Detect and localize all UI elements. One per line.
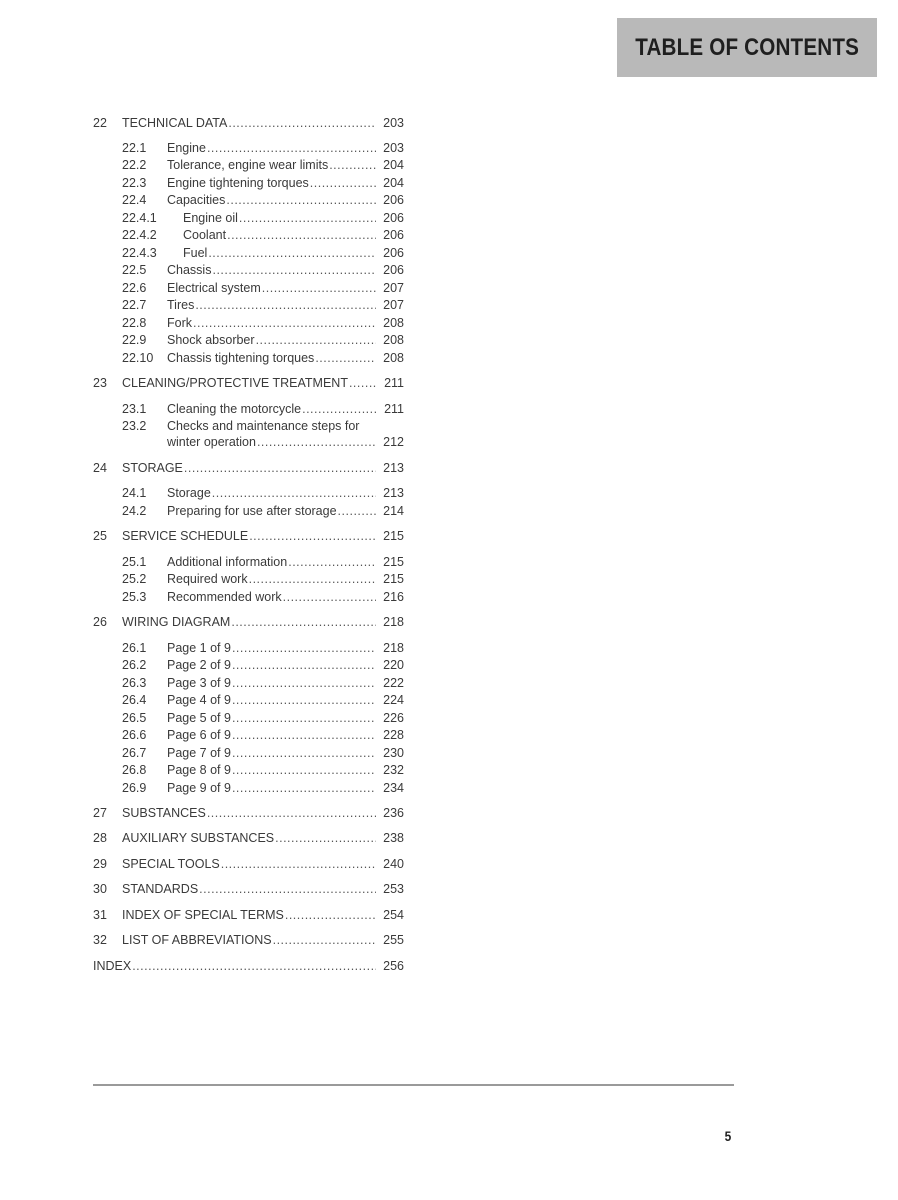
dot-leader xyxy=(232,780,376,797)
section-number: 26.5 xyxy=(122,711,147,725)
dot-leader xyxy=(212,262,376,279)
page-ref: 232 xyxy=(383,763,404,777)
section-title: Page 2 of 9 xyxy=(167,658,231,672)
page-ref: 207 xyxy=(383,298,404,312)
chapter-title: STORAGE xyxy=(122,461,183,475)
page-ref: 206 xyxy=(383,228,404,242)
toc-section[interactable] xyxy=(122,657,404,674)
toc-section[interactable] xyxy=(122,280,404,297)
chapter-number: 29 xyxy=(93,857,107,871)
section-number: 24.1 xyxy=(122,486,147,500)
toc-chapter[interactable] xyxy=(93,115,404,132)
section-title: Page 3 of 9 xyxy=(167,676,231,690)
section-title: Tolerance, engine wear limits xyxy=(167,158,329,172)
section-title: Page 7 of 9 xyxy=(167,746,231,760)
chapter-number: 31 xyxy=(93,908,107,922)
dot-leader xyxy=(288,554,376,571)
toc-chapter[interactable] xyxy=(93,460,404,477)
dot-leader xyxy=(199,881,376,898)
chapter-number: 22 xyxy=(93,116,107,130)
dot-leader xyxy=(315,350,376,367)
dot-leader xyxy=(231,614,376,631)
dot-leader xyxy=(285,907,376,924)
dot-leader xyxy=(262,280,376,297)
page-ref: 214 xyxy=(383,504,404,518)
chapter-title: TECHNICAL DATA xyxy=(122,116,228,130)
page-ref: 211 xyxy=(384,402,404,416)
section-title: Engine xyxy=(167,141,206,155)
chapter-number: 25 xyxy=(93,529,107,543)
page-ref: 213 xyxy=(383,486,404,500)
dot-leader xyxy=(207,805,376,822)
section-number: 26.2 xyxy=(122,658,147,672)
section-title: Recommended work xyxy=(167,590,282,604)
page-ref: 255 xyxy=(383,933,404,947)
page-ref: 236 xyxy=(383,806,404,820)
page-ref: 220 xyxy=(383,658,404,672)
section-title: Cleaning the motorcycle xyxy=(167,402,302,416)
toc-section[interactable] xyxy=(122,140,404,157)
section-title: Chassis xyxy=(167,263,212,277)
page-ref: 224 xyxy=(383,693,404,707)
dot-leader xyxy=(232,762,376,779)
footer-divider xyxy=(93,1084,734,1086)
subsection-title: Coolant xyxy=(183,228,227,242)
section-number: 23.1 xyxy=(122,402,147,416)
section-number: 25.3 xyxy=(122,590,147,604)
chapter-number: 30 xyxy=(93,882,107,896)
page-ref: 203 xyxy=(383,141,404,155)
page-ref: 222 xyxy=(383,676,404,690)
toc-section[interactable] xyxy=(122,157,404,174)
toc-chapter[interactable] xyxy=(93,528,404,545)
toc-section[interactable] xyxy=(122,554,404,571)
section-title: Page 9 of 9 xyxy=(167,781,231,795)
section-number: 25.1 xyxy=(122,555,147,569)
dot-leader xyxy=(232,727,376,744)
toc-section[interactable] xyxy=(122,350,404,367)
dot-leader xyxy=(232,745,376,762)
page-ref: 206 xyxy=(383,263,404,277)
page-ref: 208 xyxy=(383,351,404,365)
toc-section[interactable] xyxy=(122,418,404,435)
section-number: 25.2 xyxy=(122,572,147,586)
dot-leader xyxy=(226,192,376,209)
dot-leader xyxy=(193,315,376,332)
section-title: Shock absorber xyxy=(167,333,255,347)
toc-section[interactable] xyxy=(122,485,404,502)
page-ref: 234 xyxy=(383,781,404,795)
toc-subsection[interactable] xyxy=(122,227,404,244)
section-number: 22.10 xyxy=(122,351,154,365)
subsection-title: Fuel xyxy=(183,246,208,260)
toc-section[interactable] xyxy=(122,710,404,727)
section-title: Checks and maintenance steps for xyxy=(167,419,360,433)
chapter-title: AUXILIARY SUBSTANCES xyxy=(122,831,275,845)
section-number: 22.5 xyxy=(122,263,147,277)
section-number: 22.1 xyxy=(122,141,147,155)
dot-leader xyxy=(184,460,376,477)
page-ref: 230 xyxy=(383,746,404,760)
section-title: Engine tightening torques xyxy=(167,176,309,190)
section-title: Page 8 of 9 xyxy=(167,763,231,777)
chapter-number: 32 xyxy=(93,933,107,947)
section-number: 26.7 xyxy=(122,746,147,760)
section-title: Chassis tightening torques xyxy=(167,351,315,365)
dot-leader xyxy=(132,958,376,975)
page-ref: 208 xyxy=(383,333,404,347)
dot-leader xyxy=(249,571,376,588)
page-ref: 215 xyxy=(383,555,404,569)
section-title: Tires xyxy=(167,298,195,312)
toc-section[interactable] xyxy=(122,315,404,332)
dot-leader xyxy=(212,485,376,502)
toc-chapter[interactable] xyxy=(93,881,404,898)
dot-leader xyxy=(257,434,376,451)
page-ref: 215 xyxy=(383,529,404,543)
section-number: 23.2 xyxy=(122,419,147,433)
page-ref: 253 xyxy=(383,882,404,896)
page-ref: 226 xyxy=(383,711,404,725)
page-ref: 207 xyxy=(383,281,404,295)
chapter-title: STANDARDS xyxy=(122,882,199,896)
dot-leader xyxy=(275,830,376,847)
dot-leader xyxy=(195,297,376,314)
page-ref: 256 xyxy=(383,959,404,973)
page-ref: 215 xyxy=(383,572,404,586)
index-title: INDEX xyxy=(93,959,132,973)
section-number: 22.2 xyxy=(122,158,147,172)
page-ref: 238 xyxy=(383,831,404,845)
page-ref: 240 xyxy=(383,857,404,871)
toc-chapter[interactable] xyxy=(93,614,404,631)
section-title: Preparing for use after storage xyxy=(167,504,337,518)
chapter-title: SUBSTANCES xyxy=(122,806,206,820)
page-ref: 254 xyxy=(383,908,404,922)
dot-leader xyxy=(232,675,376,692)
dot-leader xyxy=(228,115,376,132)
toc-section[interactable] xyxy=(122,589,404,606)
toc-chapter[interactable] xyxy=(93,907,404,924)
subsection-title: Engine oil xyxy=(183,211,238,225)
chapter-number: 27 xyxy=(93,806,107,820)
toc-section[interactable] xyxy=(122,192,404,209)
page-ref: 213 xyxy=(383,461,404,475)
section-number: 22.8 xyxy=(122,316,147,330)
toc-section[interactable] xyxy=(122,727,404,744)
toc-chapter[interactable] xyxy=(93,805,404,822)
page-ref: 203 xyxy=(383,116,404,130)
toc-section[interactable] xyxy=(122,401,404,418)
section-title: Page 4 of 9 xyxy=(167,693,231,707)
chapter-number: 23 xyxy=(93,376,107,390)
section-number: 26.3 xyxy=(122,676,147,690)
section-title: Page 6 of 9 xyxy=(167,728,231,742)
toc-subsection[interactable] xyxy=(122,245,404,262)
dot-leader xyxy=(273,932,376,949)
page-ref: 216 xyxy=(383,590,404,604)
toc-section[interactable] xyxy=(122,640,404,657)
chapter-title: INDEX OF SPECIAL TERMS xyxy=(122,908,284,922)
page-ref: 204 xyxy=(383,158,404,172)
section-number: 26.4 xyxy=(122,693,147,707)
section-title: Storage xyxy=(167,486,211,500)
section-title-line2: winter operation xyxy=(167,435,256,449)
toc-section-continuation[interactable] xyxy=(167,434,404,451)
dot-leader xyxy=(349,375,376,392)
section-number: 22.9 xyxy=(122,333,147,347)
section-title: Required work xyxy=(167,572,248,586)
section-number: 26.8 xyxy=(122,763,147,777)
section-title: Page 5 of 9 xyxy=(167,711,231,725)
dot-leader xyxy=(310,175,376,192)
dot-leader xyxy=(232,710,376,727)
toc-section[interactable] xyxy=(122,175,404,192)
toc-section[interactable] xyxy=(122,571,404,588)
dot-leader xyxy=(283,589,376,606)
section-title: Fork xyxy=(167,316,192,330)
toc-section[interactable] xyxy=(122,332,404,349)
chapter-title: CLEANING/PROTECTIVE TREATMENT xyxy=(122,376,348,390)
chapter-title: WIRING DIAGRAM xyxy=(122,615,231,629)
page-ref: 206 xyxy=(383,211,404,225)
chapter-title: SPECIAL TOOLS xyxy=(122,857,220,871)
dot-leader xyxy=(239,210,376,227)
chapter-number: 26 xyxy=(93,615,107,629)
toc-section[interactable] xyxy=(122,780,404,797)
dot-leader xyxy=(338,503,376,520)
section-number: 22.3 xyxy=(122,176,147,190)
page-ref: 211 xyxy=(384,376,404,390)
toc-section[interactable] xyxy=(122,262,404,279)
dot-leader xyxy=(232,657,376,674)
toc-chapter[interactable] xyxy=(93,856,404,873)
subsection-number: 22.4.3 xyxy=(122,246,157,260)
section-number: 26.6 xyxy=(122,728,147,742)
dot-leader xyxy=(227,227,376,244)
chapter-number: 24 xyxy=(93,461,107,475)
section-number: 22.6 xyxy=(122,281,147,295)
page-ref: 204 xyxy=(383,176,404,190)
dot-leader xyxy=(302,401,376,418)
page-ref: 218 xyxy=(383,615,404,629)
section-number: 24.2 xyxy=(122,504,147,518)
page-title: TABLE OF CONTENTS xyxy=(635,33,859,61)
page-ref: 208 xyxy=(383,316,404,330)
chapter-number: 28 xyxy=(93,831,107,845)
toc-index[interactable] xyxy=(93,958,404,975)
dot-leader xyxy=(208,245,376,262)
toc-section[interactable] xyxy=(122,297,404,314)
toc-chapter[interactable] xyxy=(93,830,404,847)
page-ref: 228 xyxy=(383,728,404,742)
toc-chapter[interactable] xyxy=(93,375,404,392)
section-title: Page 1 of 9 xyxy=(167,641,231,655)
page-ref: 218 xyxy=(383,641,404,655)
dot-leader xyxy=(232,640,376,657)
page-ref: 206 xyxy=(383,193,404,207)
section-number: 26.9 xyxy=(122,781,147,795)
toc-section[interactable] xyxy=(122,692,404,709)
toc-chapter[interactable] xyxy=(93,932,404,949)
toc-section[interactable] xyxy=(122,503,404,520)
toc-section[interactable] xyxy=(122,762,404,779)
toc-section[interactable] xyxy=(122,745,404,762)
subsection-number: 22.4.2 xyxy=(122,228,157,242)
toc-subsection[interactable] xyxy=(122,210,404,227)
toc-section[interactable] xyxy=(122,675,404,692)
page-ref: 212 xyxy=(383,435,404,449)
page-ref: 206 xyxy=(383,246,404,260)
dot-leader xyxy=(329,157,376,174)
dot-leader xyxy=(249,528,376,545)
section-number: 22.7 xyxy=(122,298,147,312)
section-number: 26.1 xyxy=(122,641,147,655)
dot-leader xyxy=(221,856,376,873)
dot-leader xyxy=(207,140,376,157)
section-title: Additional information xyxy=(167,555,288,569)
chapter-title: LIST OF ABBREVIATIONS xyxy=(122,933,272,947)
section-title: Capacities xyxy=(167,193,226,207)
subsection-number: 22.4.1 xyxy=(122,211,157,225)
section-number: 22.4 xyxy=(122,193,147,207)
page-number: 5 xyxy=(724,1128,732,1144)
dot-leader xyxy=(256,332,376,349)
dot-leader xyxy=(232,692,376,709)
section-title: Electrical system xyxy=(167,281,261,295)
chapter-title: SERVICE SCHEDULE xyxy=(122,529,249,543)
